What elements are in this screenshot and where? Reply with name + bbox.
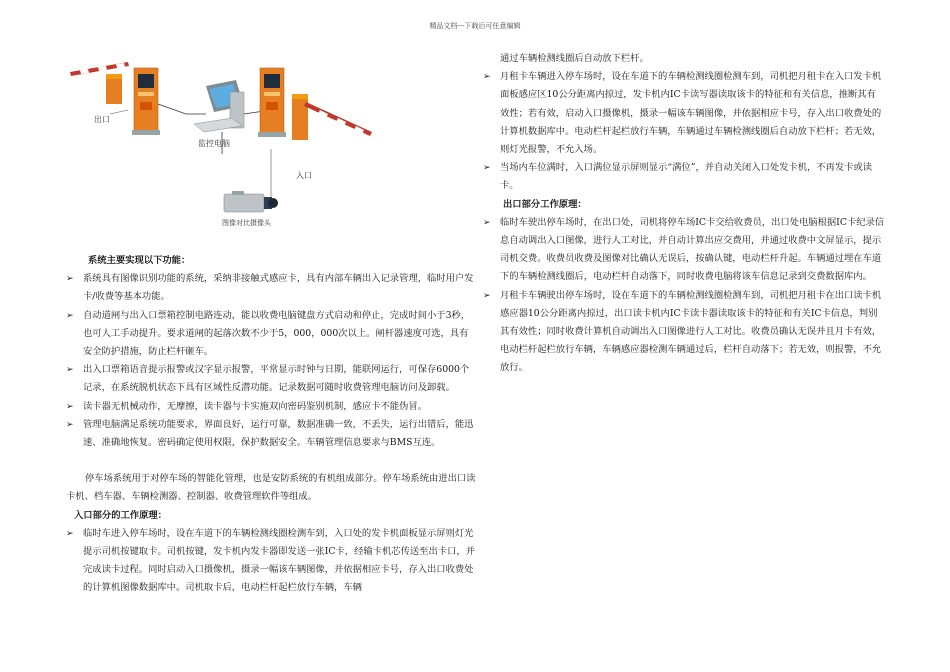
bullet-arrow-icon: ➢	[66, 365, 74, 376]
bullet-arrow-icon: ➢	[66, 528, 74, 539]
bullet-arrow-icon: ➢	[66, 310, 74, 321]
computer-label: 监控电脑	[198, 139, 230, 148]
exit-label: 出口	[94, 115, 110, 124]
intro-paragraph: 停车场系统用于对停车场的智能化管理，也是安防系统的有机组成部分。停车场系统由进出口读卡机、档车器、车辆检测器、控制器、收费管理软件等组成。	[66, 473, 476, 503]
bullet-arrow-icon: ➢	[66, 274, 74, 285]
list-item: ➢ 出入口票箱语音提示报警或汉字显示报警，平常显示时钟与日期，能联网运行，可保存6000个记录，在系统脱机状态下具有区域性反潜功能。记录数据可随时收费管理电脑访问及卸载。	[66, 361, 476, 397]
monitor-computer-icon	[194, 80, 244, 132]
entrance-barrier-icon	[292, 94, 372, 140]
bullet-arrow-icon: ➢	[483, 163, 491, 174]
list-item: ➢ 读卡器无机械动作，无摩擦，读卡器与卡实施双向密码鉴别机制，感应卡不能伪冒。	[66, 398, 476, 416]
functions-title: 系统主要实现以下功能：	[88, 255, 191, 266]
list-item: ➢ 管理电脑满足系统功能要求，界面良好，运行可靠，数据准确一致，不丢失，运行出错后，能迅速、准确地恢复。密码确定使用权限，保护数据安全。车辆管理信息要求与BMS互连。	[66, 416, 476, 452]
list-item: ➢ 系统具有图像识别功能的系统，采纳非接触式感应卡，具有内部车辆出入记录管理，临时用户发卡/收费等基本功能。	[66, 270, 476, 306]
list-item: ➢ 临时车进入停车场时，设在车道下的车辆检测线圈检测车到，入口处的发卡机面板显示屏则灯光提示司机按键取卡。司机按键，发卡机内发卡器即发送一张IC卡，经输卡机芯传送至出卡口，并完成读卡过程。同时启动入口摄像机，摄录一幅该车辆图像，并依据相应卡号，存入出口收费处的计算机图像数据库中。司机取卡后，电动栏杆起栏放行车辆，车辆	[66, 525, 476, 598]
right-column	[483, 50, 885, 378]
left-column	[66, 252, 476, 598]
exit-title: 出口部分工作原理：	[503, 198, 587, 210]
bullet-arrow-icon: ➢	[483, 72, 491, 83]
page-header: 精品文档---下载后可任意编辑	[429, 22, 521, 30]
entrance-ticket-box-icon	[258, 68, 286, 137]
camera-icon	[224, 191, 278, 212]
entrance-title: 入口部分的工作原理：	[74, 509, 167, 521]
exit-barrier-icon	[70, 62, 129, 104]
bullet-arrow-icon: ➢	[66, 419, 74, 430]
list-item: ➢ 自动道闸与出入口票箱控制电路连动，能以收费电脑键盘方式启动和停止，完成时间小于3秒，也可人工手动提升。要求道闸的起落次数不少于5，000，000次以上。闸杆器速度可选，具有安全防护措施，防止栏杆砸车。	[66, 307, 476, 362]
exit-ticket-box-icon	[132, 68, 160, 135]
list-item: ➢ 月租卡车辆驶出停车场时，设在车道下的车辆检测线圈检测车到，司机把月租卡在出口读卡机感应器10公分距离内掠过，出口读卡机内IC卡读卡器读取该卡的特征和有关IC卡信息，判别其有效性；同时收费计算机自动调出入口图像进行人工对比。收费员确认无误并且月卡有效，电动栏杆起栏放行车辆，车辆感应器检测车辆通过后，栏杆自动落下；若无效，则报警，不允放行。	[483, 287, 885, 378]
list-item: ➢ 临时车驶出停车场时，在出口处，司机将停车场IC卡交给收费员，出口处电脑根据IC卡纪录信息自动调出入口图像，进行人工对比，并自动计算出应交费用，并通过收费中文屏显示，提示司机交费。收费员收费及图像对比确认无误后，按确认键，电动栏杆升起。车辆通过埋在车道下的车辆检测线圈后，电动栏杆自动落下，同时收费电脑将该车信息记录到交费数据库内。	[483, 214, 885, 287]
bullet-arrow-icon: ➢	[483, 217, 491, 228]
list-item: ➢ 月租卡车辆进入停车场时，设在车道下的车辆检测线圈检测车到，司机把月租卡在入口发卡机面板感应区10公分距离内掠过，发卡机内IC卡读写器读取该卡的特征和有关信息，推断其有效性；若有效，启动入口摄像机，摄录一幅该车辆图像，并依据相应卡号，存入出口收费处的计算机数据库中。电动栏杆起栏放行车辆，车辆通过车辆检测线圈后自动放下栏杆；若无效，则灯光报警，不允入场。	[483, 68, 885, 159]
list-item: ➢ 当场内车位满时，入口满位显示屏则显示“满位”，并自动关闭入口处发卡机，不再发卡或读卡。	[483, 159, 885, 195]
entrance-label: 入口	[296, 171, 312, 180]
camera-label: 图像对比摄像头	[222, 219, 271, 227]
bullet-arrow-icon: ➢	[66, 401, 74, 412]
bullet-arrow-icon: ➢	[483, 290, 491, 301]
continuation-text: 通过车辆检测线圈后自动放下栏杆。	[500, 53, 649, 64]
parking-system-diagram	[66, 54, 376, 240]
